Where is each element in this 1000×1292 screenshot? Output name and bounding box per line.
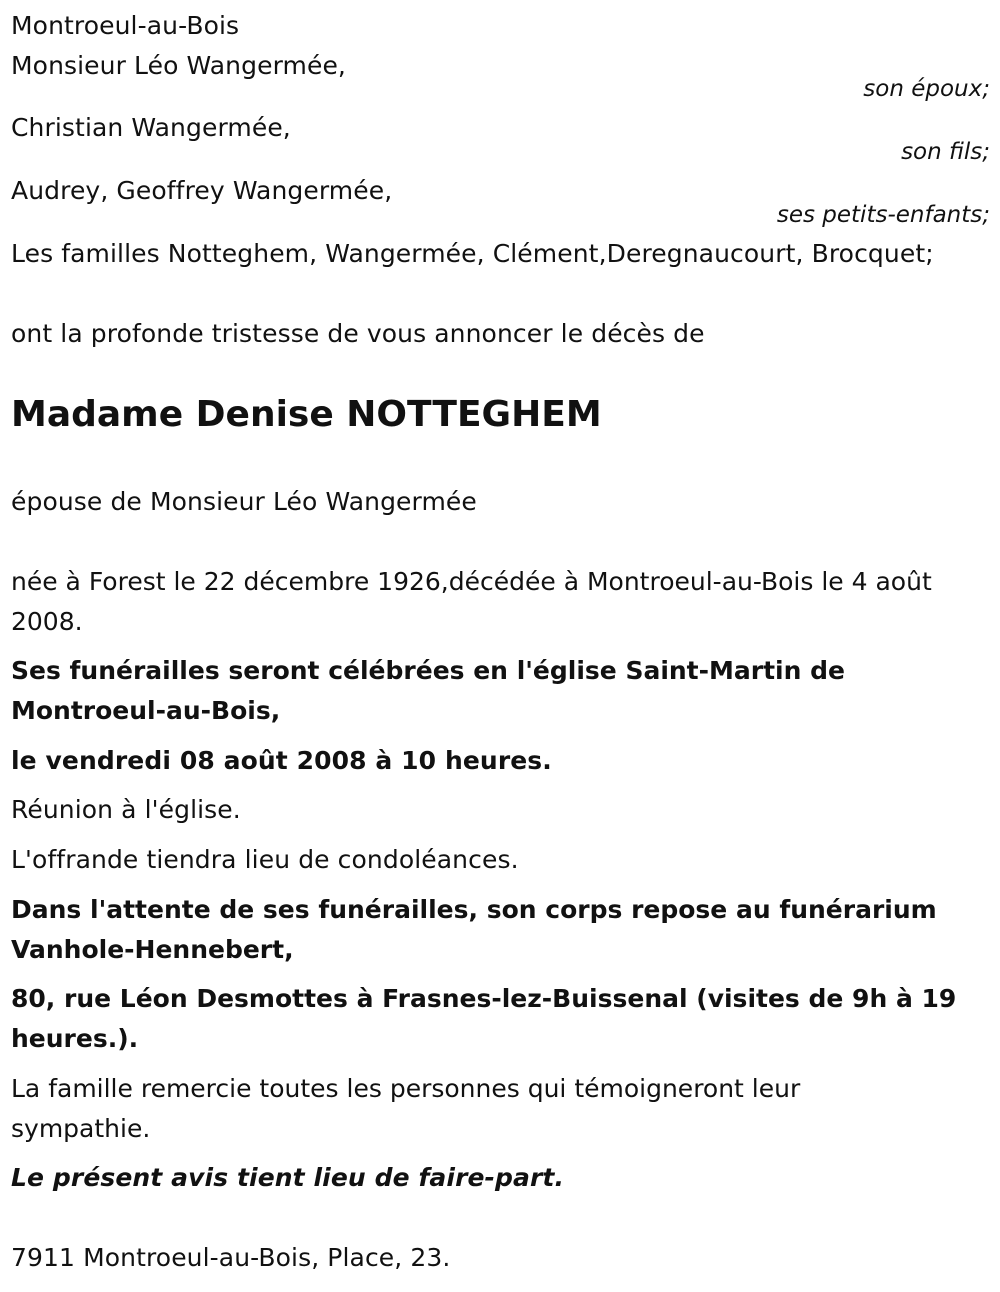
family-list: Les familles Notteghem, Wangermée, Clément,Deregnaucourt, Brocquet; (11, 239, 934, 268)
family-member-son: Christian Wangermée, (11, 113, 291, 142)
relation-grandchildren: ses petits-enfants; (776, 202, 990, 228)
funeral-date: le vendredi 08 août 2008 à 10 heures. (11, 746, 552, 775)
meeting-place: Réunion à l'église. (11, 795, 241, 824)
relation-son: son fils; (901, 139, 990, 165)
birth-death-dates: née à Forest le 22 décembre 1926,décédée à Montroeul-au-Bois le 4 août 2008. (11, 567, 932, 636)
funeral-church: Ses funérailles seront célébrées en l'église Saint-Martin de Montroeul-au-Bois, (11, 656, 845, 725)
family-member-grandchildren: Audrey, Geoffrey Wangermée, (11, 176, 393, 205)
place-heading: Montroeul-au-Bois (11, 11, 240, 40)
funerarium-info: Dans l'attente de ses funérailles, son corps repose au funérarium Vanhole-Hennebert, (11, 895, 937, 964)
announcement-text: ont la profonde tristesse de vous annoncer le décès de (11, 319, 705, 348)
spouse-line: épouse de Monsieur Léo Wangermée (11, 487, 477, 516)
footer-address: 7911 Montroeul-au-Bois, Place, 23. (11, 1243, 451, 1272)
offering-note: L'offrande tiendra lieu de condoléances. (11, 845, 519, 874)
notice-statement: Le présent avis tient lieu de faire-part. (11, 1163, 565, 1192)
thanks-note: La famille remercie toutes les personnes qui témoigneront leur sympathie. (11, 1074, 801, 1143)
funerarium-address: 80, rue Léon Desmottes à Frasnes-lez-Buissenal (visites de 9h à 19 heures.). (11, 984, 957, 1053)
relation-spouse: son époux; (863, 76, 990, 102)
family-member-spouse: Monsieur Léo Wangermée, (11, 51, 346, 80)
deceased-name: Madame Denise NOTTEGHEM (11, 394, 602, 435)
